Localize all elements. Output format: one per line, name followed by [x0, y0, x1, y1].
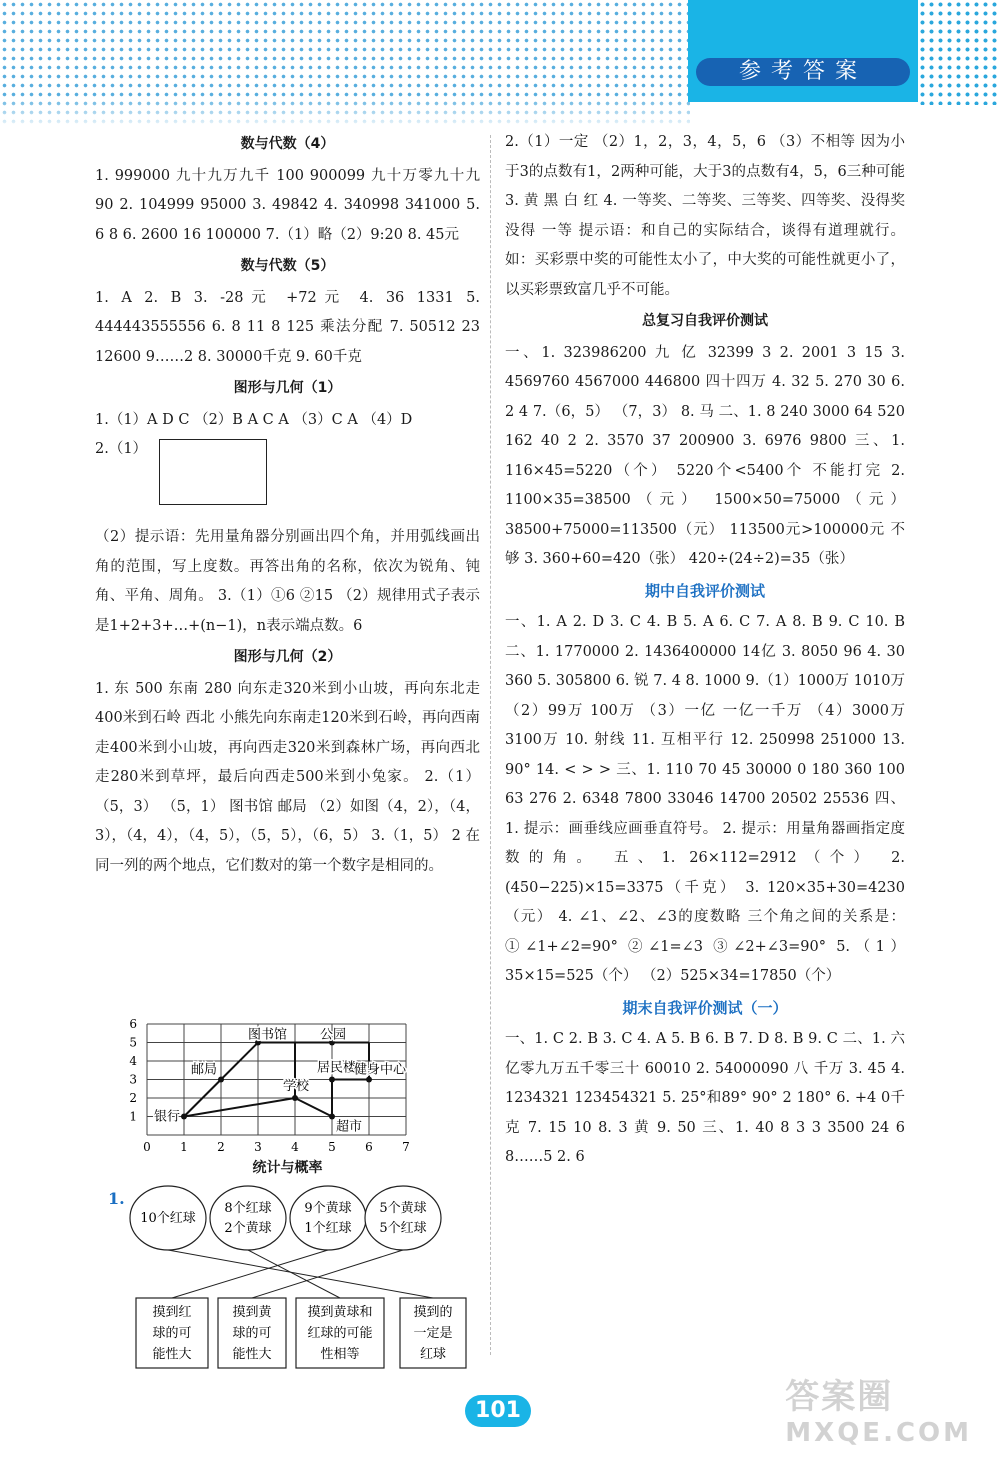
section-title: 数与代数（4） — [240, 136, 335, 152]
match-line — [168, 1250, 433, 1298]
place-label: 公园 — [320, 1027, 347, 1043]
match-line — [252, 1250, 403, 1298]
place-label: 图书馆 — [248, 1027, 288, 1043]
x-tick-label: 3 — [254, 1140, 262, 1154]
rectangle-shape — [159, 439, 267, 505]
y-tick-label: 4 — [129, 1054, 137, 1068]
question-number: 1. — [108, 1189, 125, 1208]
section-text: 一、1. 323986200 九 亿 32399 3 2. 2001 3 15 3. 4569760 4567000 446800 四十四万 4. 32 5. 270 30 6. 2 4 7.（6，5） （7，3） 8. 马 二、1. 8 240 3000 64 520 162 40 2 2. 3570 37 200900 3. 6976 9800 三、1. 116×45=5220（个） 5220个<5400个 不能打完 2. 1100×35=38500（元） 1500×50=75000（元） 38500+75000=113500（元） 113500元>100000元 不够 3. 360+60=420（张） 420÷(24÷2)=35（张） — [505, 344, 905, 567]
right-column — [505, 128, 905, 1173]
y-tick-label: 1 — [129, 1109, 137, 1124]
box-label: 摸到黄 — [232, 1305, 272, 1320]
circle-label: 2个黄球 — [224, 1221, 272, 1236]
banner-dot-pattern — [918, 0, 1000, 105]
section-title: 总复习自我评价测试 — [642, 313, 768, 329]
column-divider — [490, 135, 491, 1355]
section-title: 图形与几何（1） — [233, 380, 342, 396]
box-label: 一定是 — [413, 1326, 453, 1341]
watermark-logo: 答案圈 MXQE.COM — [785, 1377, 972, 1448]
y-tick-label: 6 — [129, 1017, 137, 1031]
section-text: 一、1. C 2. B 3. C 4. A 5. B 6. B 7. D 8. B 9. C 二、1. 六亿零九万五千零三十 60010 2. 54000090 八 千万 3. 45 4. 1234321 123454321 5. 25°和89° 90° 2 180° 6. +4 0千克 7. 15 10 8. 3 黄 9. 50 三、1. 40 8 3 3 3500 24 6 8……5 2. 6 — [505, 1031, 905, 1165]
place-point — [329, 1077, 335, 1083]
circle-label: 5个红球 — [379, 1221, 427, 1236]
x-tick-label: 5 — [328, 1140, 336, 1154]
place-point — [181, 1114, 187, 1120]
section-text: 1.（1）A D C （2）B A C A （3）C A （4）D — [95, 411, 413, 428]
circle-label: 9个黄球 — [304, 1201, 352, 1216]
section-title: 统计与概率 — [252, 1160, 323, 1176]
section-title: 期中自我评价测试 — [644, 581, 765, 600]
place-label: 健身中心 — [354, 1062, 407, 1078]
circle-label: 5个黄球 — [379, 1201, 427, 1216]
x-tick-label: 6 — [365, 1140, 373, 1154]
ball-circle — [210, 1186, 286, 1250]
place-point — [292, 1095, 298, 1101]
box-label: 红球的可能 — [307, 1326, 373, 1341]
x-tick-label: 0 — [143, 1140, 151, 1154]
question-label: 2.（1） — [95, 441, 148, 457]
place-label: 银行 — [154, 1109, 181, 1125]
x-tick-label: 7 — [402, 1140, 410, 1154]
box-label: 摸到的 — [413, 1305, 453, 1320]
box-label: 球的可 — [232, 1326, 272, 1341]
route-line — [295, 1098, 332, 1117]
section-text: 2.（1）一定 （2）1，2，3，4，5，6 （3）不相等 因为小于3的点数有1，2两种可能，大于3的点数有4，5，6三种可能 3. 黄 黑 白 红 4. 一等奖、二等奖、三等奖、四等奖、没得奖 没得 一等 提示语：和自己的实际结合，谈得有道理就行。如：买彩票中奖的可能性太小了，中大奖的可能性就更小了，以买彩票致富几乎不可能。 — [505, 134, 905, 298]
box-label: 能性大 — [232, 1347, 272, 1362]
section-text: 1. 999000 九十九万九千 100 900099 九十万零九十九 90 2. 104999 95000 3. 49842 4. 340998 341000 5. 6 8 6. 2600 16 100000 7.（1）略（2）9:20 8. 45元 — [95, 167, 480, 243]
match-line — [172, 1250, 328, 1298]
box-label: 球的可 — [152, 1326, 192, 1341]
place-label: 超市 — [336, 1119, 363, 1135]
box-label: 摸到红 — [152, 1305, 192, 1320]
header-fade — [0, 95, 690, 130]
x-tick-label: 4 — [291, 1140, 299, 1154]
section-text: 一、1. A 2. D 3. C 4. B 5. A 6. C 7. A 8. B 9. C 10. B 二、1. 1770000 2. 1436400000 14亿 3. 8050 96 4. 30 360 5. 305800 6. 锐 7. 4 8. 1000 9.（1）1000万 1010万 （2）99万 100万 （3）一亿 一亿一千万 （4）3000万 3100万 10. 射线 11. 互相平行 12. 250998 251000 13. 90° 14. < > > 三、1. 110 70 45 30000 0 180 360 100 63 276 2. 6348 7800 33046 14700 20502 25536 四、1. 提示：画垂线应画垂直符号。 2. 提示：用量角器画指定度数的角。 五、1. 26×112=2912（个） 2. (450−225)×15=3375（千克） 3. 120×35+30=4230（元） 4. ∠1、∠2、∠3的度数略 三个角之间的关系是：①∠1+∠2=90° ②∠1=∠3 ③∠2+∠3=90° 5.（1）35×15=525（个） （2）525×34=17850（个） — [505, 614, 905, 984]
box-label: 摸到黄球和 — [307, 1305, 373, 1320]
header-label: 参考答案 — [696, 58, 910, 86]
section-text: （2）提示语：先用量角器分别画出四个角，并用弧线画出角的范围，写上度数。再答出角的名称，依次为锐角、钝角、平角、周角。 3.（1）①6 ②15 （2）规律用式子表示是1+2+3+…+(n−1)，n表示端点数。6 — [95, 529, 480, 634]
x-tick-label: 1 — [180, 1140, 188, 1154]
circle-label: 1个红球 — [304, 1221, 352, 1236]
section-title: 数与代数（5） — [240, 258, 335, 274]
y-tick-label: 3 — [129, 1072, 137, 1087]
probability-matching-diagram — [108, 1180, 488, 1380]
place-label: 学校 — [283, 1079, 310, 1094]
circle-label: 10个红球 — [140, 1211, 196, 1226]
section-title: 图形与几何（2） — [233, 649, 342, 665]
place-point — [218, 1077, 224, 1083]
place-point — [329, 1114, 335, 1120]
ball-circle — [365, 1186, 441, 1250]
y-tick-label: 2 — [129, 1091, 137, 1105]
rectangle-figure — [95, 435, 480, 505]
box-label: 能性大 — [152, 1347, 192, 1362]
ball-circle — [290, 1186, 366, 1250]
place-label: 邮局 — [191, 1062, 218, 1078]
page-number: 101 — [465, 1395, 531, 1427]
place-label: 居民楼 — [317, 1060, 357, 1076]
circle-label: 8个红球 — [224, 1201, 272, 1216]
left-column — [95, 128, 480, 881]
coordinate-map-chart — [92, 990, 472, 1165]
box-label: 红球 — [419, 1347, 447, 1362]
x-tick-label: 2 — [217, 1140, 225, 1154]
section-text: 1. 东 500 东南 280 向东走320米到小山坡，再向东北走400米到石岭 西北 小熊先向东南走120米到石岭，再向西南走400米到小山坡，再向西走320米到森林广场，再向西北走280米到草坪，最后向西走500米到小兔家。 2.（1）（5，3） （5，1） 图书馆 邮局 （2）如图（4，2），（4，3），（4，4），（4，5），（5，5），（6，5） 3.（1，5） 2 在同一列的两个地点，它们数对的第一个数字是相同的。 — [95, 680, 480, 874]
section-text: 1. A 2. B 3. -28元 +72元 4. 36 1331 5. 444443555556 6. 8 11 8 125 乘法分配 7. 50512 23 12600 9……2 8. 30000千克 9. 60千克 — [95, 289, 480, 365]
header-banner — [688, 0, 918, 102]
box-label: 性相等 — [320, 1347, 360, 1362]
y-tick-label: 5 — [129, 1035, 137, 1050]
section-title: 期末自我评价测试（一） — [622, 998, 788, 1017]
